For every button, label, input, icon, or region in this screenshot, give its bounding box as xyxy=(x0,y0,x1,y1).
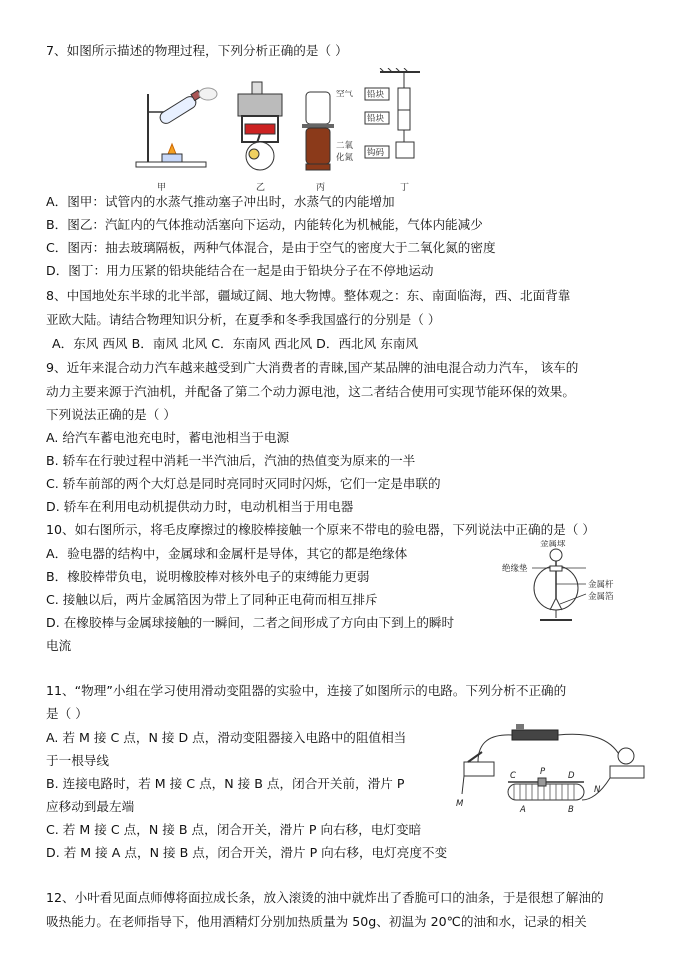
q7-option-a: A．图甲：试管内的水蒸气推动塞子冲出时，水蒸气的内能增加 xyxy=(46,194,395,209)
q10-option-d-cont: 电流 xyxy=(46,638,72,653)
label-metal-rod: 金属杆 xyxy=(588,580,614,590)
caption-jia: 甲 xyxy=(157,183,167,193)
label-b: B xyxy=(568,805,574,815)
q11-option-d: D. 若 M 接 A 点，N 接 B 点，闭合开关，滑片 P 向右移，电灯亮度不变 xyxy=(46,845,448,860)
q9-option-c: C. 轿车前部的两个大灯总是同时亮同时灭同时闪烁，它们一定是串联的 xyxy=(46,476,441,491)
label-c: C xyxy=(510,771,516,781)
q9-option-a: A. 给汽车蓄电池充电时，蓄电池相当于电源 xyxy=(46,430,290,445)
label-a: A xyxy=(520,805,526,815)
q9-stem-line1: 9、近年来混合动力汽车越来越受到广大消费者的青睐,国产某品牌的油电混合动力汽车， 该车的 xyxy=(46,360,579,375)
q8-options: A．东风 西风 B．南风 北风 C．东南风 西北风 D．西北风 东南风 xyxy=(52,336,419,351)
q9-stem-line2: 动力主要来源于汽油机，并配备了第二个动力源电池，这二者结合使用可实现节能环保的效果。 xyxy=(46,384,575,399)
q9-stem-line3: 下列说法正确的是（ ） xyxy=(46,407,176,422)
q10-option-a: A．验电器的结构中，金属球和金属杆是导体，其它的都是绝缘体 xyxy=(46,546,408,561)
q12-stem-line1: 12、小叶看见面点师傅将面拉成长条，放入滚烫的油中就炸出了香脆可口的油条，于是很想了解油的 xyxy=(46,890,604,905)
q7-option-d: D．图丁：用力压紧的铅块能结合在一起是由于铅块分子在不停地运动 xyxy=(46,263,434,278)
label-no2-1: 二氧 xyxy=(336,141,354,151)
label-metal-foil: 金属箔 xyxy=(588,592,614,602)
figure-yi xyxy=(232,80,288,176)
q11-option-b: B. 连接电路时，若 M 接 C 点，N 接 B 点，闭合开关前，滑片 P xyxy=(46,776,405,791)
q10-stem: 10、如右图所示，将毛皮摩擦过的橡胶棒接触一个原来不带电的验电器，下列说法中正确的是（ ） xyxy=(46,522,595,537)
label-p: P xyxy=(540,767,546,777)
q11-option-c: C. 若 M 接 C 点，N 接 B 点，闭合开关，滑片 P 向右移，电灯变暗 xyxy=(46,822,422,837)
label-air-1: 空气 xyxy=(336,90,354,99)
caption-ding: 丁 xyxy=(400,183,410,193)
q12-stem-line2: 吸热能力。在老师指导下，他用酒精灯分别加热质量为 50g、初温为 20℃的油和水，记录的相关 xyxy=(46,914,587,929)
q10-option-d: D. 在橡胶棒与金属球接触的一瞬间，二者之间形成了方向由下到上的瞬时 xyxy=(46,615,455,630)
label-weight: 钩码 xyxy=(367,148,385,158)
label-metal-ball: 金属球 xyxy=(540,540,566,549)
figure-electroscope xyxy=(500,540,650,628)
figure-ding xyxy=(362,68,426,178)
q9-option-d: D. 轿车在利用电动机提供动力时，电动机相当于用电器 xyxy=(46,499,354,514)
figure-jia xyxy=(128,82,218,178)
q11-option-b-cont: 应移动到最左端 xyxy=(46,799,135,814)
q7-stem: 7、如图所示描述的物理过程，下列分析正确的是（ ） xyxy=(46,43,348,58)
label-no2-2: 化氮 xyxy=(336,153,354,163)
q11-option-a: A. 若 M 接 C 点，N 接 D 点，滑动变阻器接入电路中的阻值相当 xyxy=(46,730,407,745)
caption-yi: 乙 xyxy=(256,183,266,193)
figure-rheostat-circuit xyxy=(450,722,660,822)
label-m: M xyxy=(456,799,464,809)
q10-option-b: B．橡胶棒带负电，说明橡胶棒对核外电子的束缚能力更弱 xyxy=(46,569,370,584)
label-lead-1: 铅块 xyxy=(367,90,385,100)
q11-stem-line1: 11、“物理”小组在学习使用滑动变阻器的实验中，连接了如图所示的电路。下列分析不正确的 xyxy=(46,683,567,698)
label-d: D xyxy=(568,771,575,781)
q11-stem-line2: 是（ ） xyxy=(46,706,88,721)
label-insulating-pad: 绝缘垫 xyxy=(502,564,528,574)
q11-option-a-cont: 于一根导线 xyxy=(46,753,109,768)
label-lead-2: 铅块 xyxy=(367,114,385,124)
q9-option-b: B. 轿车在行驶过程中消耗一半汽油后，汽油的热值变为原来的一半 xyxy=(46,453,416,468)
q8-stem-line1: 8、中国地处东半球的北半部，疆域辽阔、地大物博。整体观之：东、南面临海，西、北面背靠 xyxy=(46,288,571,303)
figure-bing xyxy=(298,90,360,176)
q10-option-c: C. 接触以后，两片金属箔因为带上了同种正电荷而相互排斥 xyxy=(46,592,378,607)
q8-stem-line2: 亚欧大陆。请结合物理知识分析，在夏季和冬季我国盛行的分别是（ ） xyxy=(46,312,441,327)
caption-bing: 丙 xyxy=(316,183,326,193)
q7-option-b: B．图乙：汽缸内的气体推动活塞向下运动，内能转化为机械能，气体内能减少 xyxy=(46,217,483,232)
label-n: N xyxy=(594,785,601,795)
q7-option-c: C．图丙：抽去玻璃隔板，两种气体混合，是由于空气的密度大于二氧化氮的密度 xyxy=(46,240,496,255)
